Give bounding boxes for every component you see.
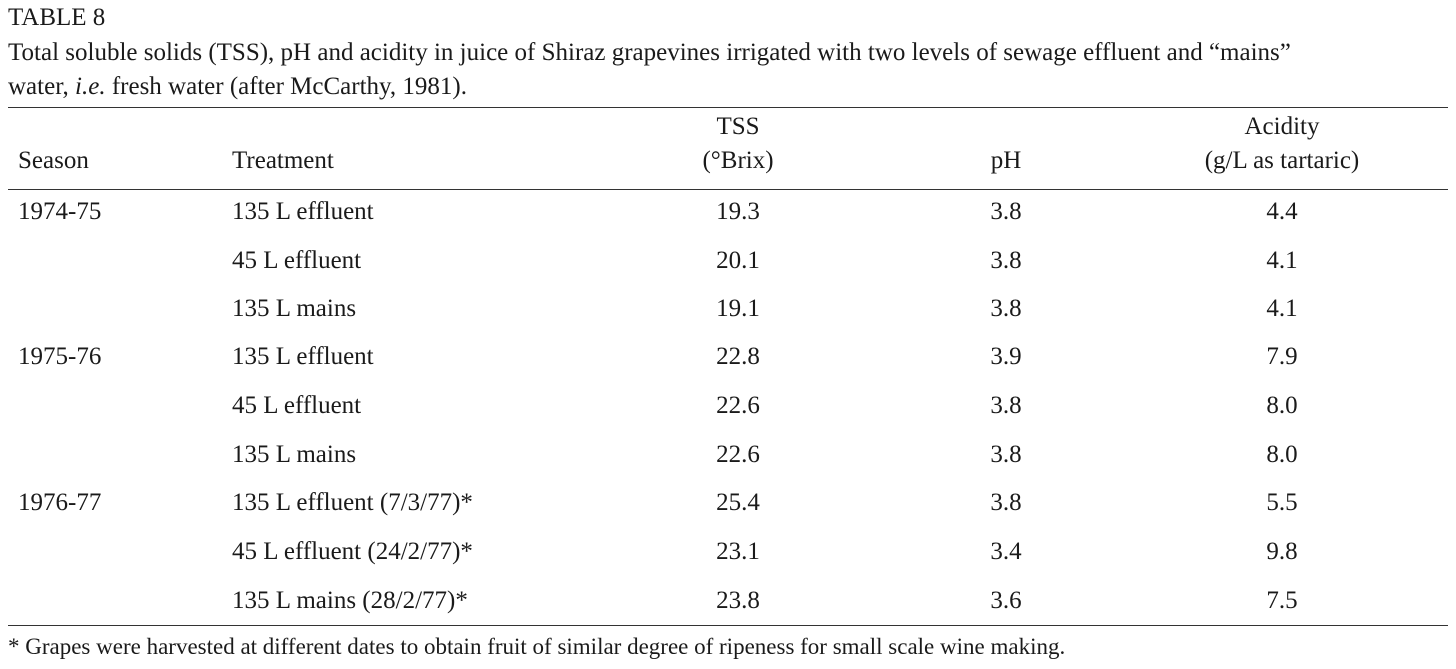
header-acidity xyxy=(1182,110,1382,178)
header-tss-line1: TSS xyxy=(716,113,760,140)
cell-acidity: 7.5 xyxy=(1266,587,1298,614)
table-row xyxy=(0,576,1456,625)
cell-treatment: 45 L effluent xyxy=(232,247,362,274)
bottom-rule xyxy=(8,625,1448,626)
cell-tss: 19.3 xyxy=(716,198,760,225)
table-footnote: * Grapes were harvested at different dates to obtain fruit of similar degree of ripeness for small scale wine making. xyxy=(8,634,1066,659)
table-row xyxy=(0,478,1456,527)
cell-acidity: 9.8 xyxy=(1266,538,1298,565)
cell-treatment: 45 L effluent xyxy=(232,392,362,419)
cell-tss: 20.1 xyxy=(716,247,760,274)
header-tss xyxy=(638,110,838,178)
cell-acidity: 8.0 xyxy=(1266,441,1298,468)
header-tss-line2: (°Brix) xyxy=(702,147,774,174)
cell-tss: 23.1 xyxy=(716,538,760,565)
cell-ph: 3.8 xyxy=(990,198,1022,225)
header-season: Season xyxy=(18,147,89,174)
cell-ph: 3.8 xyxy=(990,295,1022,322)
cell-acidity: 4.1 xyxy=(1266,295,1298,322)
cell-acidity: 4.1 xyxy=(1266,247,1298,274)
caption-line-2-start: water, xyxy=(8,73,76,100)
caption-line-2-end: fresh water (after McCarthy, 1981). xyxy=(105,73,468,100)
cell-season: 1975-76 xyxy=(18,343,102,370)
header-acidity-line1: Acidity xyxy=(1244,113,1320,140)
top-rule xyxy=(8,107,1448,108)
cell-treatment: 135 L mains xyxy=(232,295,357,322)
cell-ph: 3.6 xyxy=(990,587,1022,614)
cell-tss: 25.4 xyxy=(716,489,760,516)
cell-ph: 3.8 xyxy=(990,247,1022,274)
cell-treatment: 135 L effluent (7/3/77)* xyxy=(232,489,473,516)
table-row xyxy=(0,187,1456,236)
header-ph: pH xyxy=(990,147,1022,174)
table-row xyxy=(0,284,1456,333)
cell-tss: 23.8 xyxy=(716,587,760,614)
caption-italic-ie: i.e. xyxy=(75,73,106,100)
cell-season: 1976-77 xyxy=(18,489,102,516)
cell-acidity: 5.5 xyxy=(1266,489,1298,516)
cell-treatment: 135 L effluent xyxy=(232,198,374,225)
cell-acidity: 4.4 xyxy=(1266,198,1298,225)
cell-ph: 3.8 xyxy=(990,392,1022,419)
table-label: TABLE 8 xyxy=(8,4,106,31)
cell-tss: 19.1 xyxy=(716,295,760,322)
table-row xyxy=(0,381,1456,430)
table-row xyxy=(0,332,1456,381)
caption-line-1: Total soluble solids (TSS), pH and acidity in juice of Shiraz grapevines irrigated with two levels of sewage effluent and “mains” xyxy=(8,39,1291,66)
table-row xyxy=(0,527,1456,576)
cell-tss: 22.6 xyxy=(716,392,760,419)
cell-acidity: 7.9 xyxy=(1266,343,1298,370)
table-row xyxy=(0,430,1456,479)
cell-treatment: 45 L effluent (24/2/77)* xyxy=(232,538,473,565)
cell-ph: 3.8 xyxy=(990,489,1022,516)
header-acidity-line2: (g/L as tartaric) xyxy=(1204,147,1360,174)
header-treatment: Treatment xyxy=(232,147,334,174)
cell-treatment: 135 L mains xyxy=(232,441,357,468)
cell-ph: 3.4 xyxy=(990,538,1022,565)
cell-tss: 22.6 xyxy=(716,441,760,468)
cell-tss: 22.8 xyxy=(716,343,760,370)
cell-ph: 3.9 xyxy=(990,343,1022,370)
cell-acidity: 8.0 xyxy=(1266,392,1298,419)
cell-treatment: 135 L effluent xyxy=(232,343,374,370)
table-caption xyxy=(8,36,1454,104)
cell-ph: 3.8 xyxy=(990,441,1022,468)
table-row xyxy=(0,236,1456,285)
cell-season: 1974-75 xyxy=(18,198,102,225)
cell-treatment: 135 L mains (28/2/77)* xyxy=(232,587,468,614)
